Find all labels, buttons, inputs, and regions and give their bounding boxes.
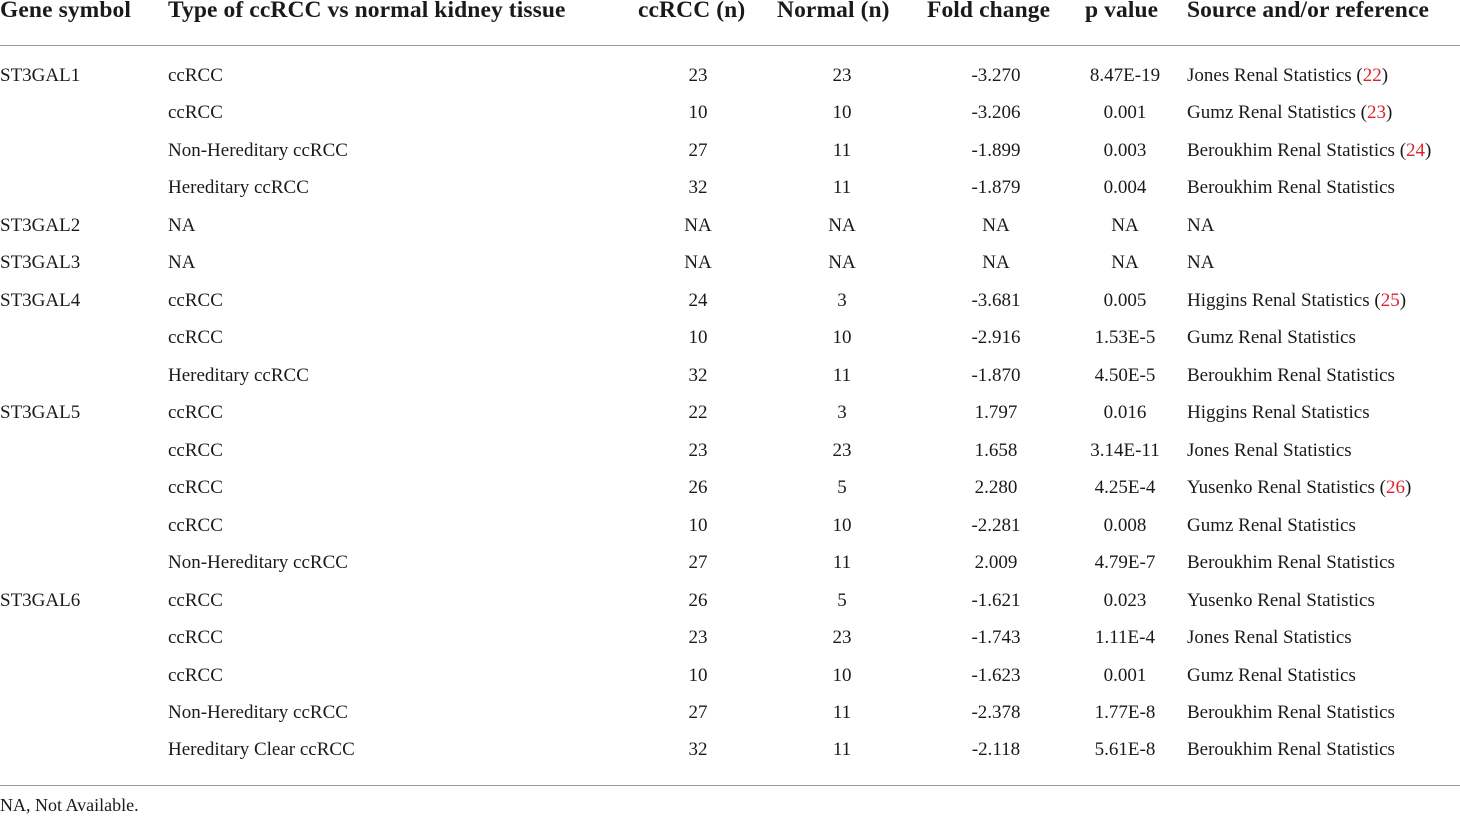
- fold-change-cell: -1.743: [971, 627, 1021, 649]
- normal-n-cell: 11: [832, 552, 852, 574]
- normal-n-cell: 5: [837, 589, 847, 611]
- source-cell: Beroukhim Renal Statistics (24): [1187, 139, 1432, 161]
- header-ccrcc-n: ccRCC (n): [638, 0, 746, 23]
- ccrcc-n-cell: 26: [688, 589, 708, 611]
- p-value-cell: 0.004: [1103, 177, 1147, 199]
- source-cell: [1187, 215, 1214, 237]
- p-value-cell: 0.003: [1103, 139, 1147, 161]
- source-text: Beroukhim Renal Statistics: [1187, 701, 1395, 723]
- fold-change-cell: -2.281: [971, 514, 1021, 536]
- p-value-cell: 5.61E-8: [1094, 739, 1156, 761]
- gene-symbol-cell: ST3GAL2: [0, 214, 81, 236]
- table-row: [0, 733, 1460, 770]
- footer-rule: [0, 785, 1460, 786]
- header-normal-n: Normal (n): [777, 0, 890, 23]
- header-rule: [0, 45, 1460, 46]
- table-row: [0, 171, 1460, 208]
- fold-change-cell: -1.879: [971, 177, 1021, 199]
- gene-symbol-cell: ST3GAL5: [0, 402, 81, 424]
- normal-n-cell: 11: [832, 177, 852, 199]
- source-text: Gumz Renal Statistics: [1187, 102, 1356, 124]
- table-row: [0, 696, 1460, 733]
- fold-change-cell: 2.280: [974, 477, 1018, 499]
- tissue-type-cell: ccRCC: [168, 589, 223, 611]
- tissue-type-cell: Non-Hereditary ccRCC: [168, 701, 348, 723]
- tissue-type-cell: ccRCC: [168, 65, 223, 86]
- source-cell: [1187, 515, 1356, 537]
- source-text: NA: [1187, 252, 1215, 274]
- tissue-type-cell: ccRCC: [168, 402, 223, 424]
- source-cell: [1187, 365, 1395, 387]
- tissue-type-cell: Non-Hereditary ccRCC: [168, 552, 348, 574]
- tissue-type-cell: Hereditary ccRCC: [168, 177, 309, 199]
- tissue-type-cell: ccRCC: [168, 439, 223, 461]
- normal-n-cell: 10: [832, 327, 852, 349]
- ccrcc-n-cell: 23: [688, 627, 708, 649]
- ccrcc-n-cell: 32: [688, 177, 708, 199]
- tissue-type-cell: ccRCC: [168, 514, 223, 536]
- ccrcc-n-cell: 27: [688, 552, 708, 574]
- table-row: [0, 96, 1460, 133]
- normal-n-cell: 10: [832, 514, 852, 536]
- header-gene-symbol: Gene symbol: [0, 0, 132, 23]
- source-cell: [1187, 327, 1356, 349]
- source-text: Beroukhim Renal Statistics: [1187, 739, 1395, 761]
- source-text: Yusenko Renal Statistics: [1187, 477, 1375, 499]
- ccrcc-n-cell: NA: [684, 252, 712, 274]
- source-cell: Gumz Renal Statistics (23): [1187, 102, 1393, 124]
- source-cell: Jones Renal Statistics (22): [1187, 65, 1389, 86]
- table-row: [0, 396, 1460, 433]
- ccrcc-n-cell: 27: [688, 139, 708, 161]
- normal-n-cell: 10: [832, 102, 852, 124]
- p-value-cell: NA: [1111, 214, 1139, 236]
- gene-symbol-cell: ST3GAL3: [0, 252, 81, 274]
- source-cell: [1187, 739, 1395, 761]
- fold-change-cell: -3.270: [971, 65, 1021, 86]
- normal-n-cell: NA: [828, 252, 856, 274]
- table-body: [0, 59, 1460, 771]
- normal-n-cell: 23: [832, 439, 852, 461]
- p-value-cell: 4.79E-7: [1094, 552, 1156, 574]
- p-value-cell: 0.001: [1103, 664, 1147, 686]
- normal-n-cell: 11: [832, 739, 852, 761]
- table-row: [0, 434, 1460, 471]
- table-row: [0, 134, 1460, 171]
- gene-symbol-cell: ST3GAL6: [0, 589, 81, 611]
- source-cell: [1187, 702, 1395, 724]
- normal-n-cell: 11: [832, 139, 852, 161]
- tissue-type-cell: ccRCC: [168, 327, 223, 349]
- source-cell: [1187, 627, 1352, 649]
- table-row: [0, 621, 1460, 658]
- tissue-type-cell: Hereditary Clear ccRCC: [168, 739, 355, 761]
- source-text: Gumz Renal Statistics: [1187, 664, 1356, 686]
- ccrcc-n-cell: 32: [688, 364, 708, 386]
- fold-change-cell: -2.916: [971, 327, 1021, 349]
- tissue-type-cell: ccRCC: [168, 477, 223, 499]
- header-p-value: p value: [1085, 0, 1159, 23]
- tissue-type-cell: Non-Hereditary ccRCC: [168, 139, 348, 161]
- table-row: [0, 359, 1460, 396]
- table-row: [0, 509, 1460, 546]
- normal-n-cell: 11: [832, 701, 852, 723]
- table-row: [0, 321, 1460, 358]
- fold-change-cell: -1.621: [971, 589, 1021, 611]
- table-row: [0, 59, 1460, 96]
- ccrcc-n-cell: 27: [688, 701, 708, 723]
- source-text: Beroukhim Renal Statistics: [1187, 552, 1395, 574]
- table-row: [0, 546, 1460, 583]
- source-text: Jones Renal Statistics: [1187, 627, 1352, 649]
- source-cell: [1187, 252, 1214, 274]
- fold-change-cell: -3.681: [971, 289, 1021, 311]
- source-cell: [1187, 177, 1395, 199]
- normal-n-cell: 3: [837, 402, 847, 424]
- fold-change-cell: 1.797: [974, 402, 1018, 424]
- normal-n-cell: 10: [832, 664, 852, 686]
- p-value-cell: 0.005: [1103, 289, 1147, 311]
- fold-change-cell: NA: [982, 252, 1010, 274]
- fold-change-cell: -3.206: [971, 102, 1021, 124]
- source-text: Beroukhim Renal Statistics: [1187, 139, 1395, 161]
- reference-link[interactable]: 23: [1366, 102, 1386, 124]
- source-text: Jones Renal Statistics: [1187, 439, 1352, 461]
- tissue-type-cell: NA: [168, 214, 196, 236]
- p-value-cell: 0.016: [1103, 402, 1147, 424]
- table-footnote: NA, Not Available.: [0, 795, 139, 815]
- reference-link[interactable]: 25: [1380, 289, 1400, 311]
- fold-change-cell: -2.378: [971, 701, 1021, 723]
- ccrcc-n-cell: 10: [688, 327, 708, 349]
- table-header: [0, 0, 1460, 26]
- normal-n-cell: 23: [832, 65, 852, 86]
- source-cell: [1187, 402, 1370, 424]
- source-cell: [1187, 590, 1375, 612]
- ccrcc-n-cell: 23: [688, 439, 708, 461]
- normal-n-cell: 11: [832, 364, 852, 386]
- source-cell: Yusenko Renal Statistics (26): [1187, 477, 1412, 499]
- ccrcc-n-cell: 24: [688, 289, 708, 311]
- ccrcc-n-cell: 23: [688, 65, 708, 86]
- source-cell: Higgins Renal Statistics (25): [1187, 289, 1407, 311]
- normal-n-cell: 3: [837, 289, 847, 311]
- table-row: [0, 284, 1460, 321]
- source-cell: [1187, 440, 1352, 462]
- p-value-cell: NA: [1111, 252, 1139, 274]
- ccrcc-n-cell: 10: [688, 102, 708, 124]
- fold-change-cell: 1.658: [974, 439, 1018, 461]
- fold-change-cell: NA: [982, 214, 1010, 236]
- fold-change-cell: 2.009: [974, 552, 1018, 574]
- p-value-cell: 0.001: [1103, 102, 1147, 124]
- table-row: [0, 659, 1460, 696]
- source-text: Gumz Renal Statistics: [1187, 514, 1356, 536]
- table-row: [0, 246, 1460, 283]
- fold-change-cell: -1.870: [971, 364, 1021, 386]
- table-row: [0, 584, 1460, 621]
- ccrcc-n-cell: NA: [684, 214, 712, 236]
- reference-link[interactable]: 26: [1385, 477, 1405, 499]
- p-value-cell: 1.77E-8: [1094, 701, 1156, 723]
- tissue-type-cell: Hereditary ccRCC: [168, 364, 309, 386]
- source-text: Yusenko Renal Statistics: [1187, 589, 1375, 611]
- source-text: Beroukhim Renal Statistics: [1187, 364, 1395, 386]
- tissue-type-cell: ccRCC: [168, 627, 223, 649]
- ccrcc-n-cell: 32: [688, 739, 708, 761]
- normal-n-cell: NA: [828, 214, 856, 236]
- p-value-cell: 4.25E-4: [1094, 477, 1156, 499]
- ccrcc-n-cell: 22: [688, 402, 708, 424]
- source-text: Higgins Renal Statistics: [1187, 402, 1370, 424]
- tissue-type-cell: ccRCC: [168, 102, 223, 124]
- source-text: Beroukhim Renal Statistics: [1187, 177, 1395, 199]
- fold-change-cell: -1.623: [971, 664, 1021, 686]
- fold-change-cell: -1.899: [971, 139, 1021, 161]
- p-value-cell: 1.11E-4: [1095, 627, 1155, 649]
- ccrcc-n-cell: 10: [688, 514, 708, 536]
- table-row: [0, 471, 1460, 508]
- source-text: NA: [1187, 214, 1215, 236]
- p-value-cell: 0.023: [1103, 589, 1147, 611]
- source-text: Higgins Renal Statistics: [1187, 289, 1370, 311]
- p-value-cell: 3.14E-11: [1090, 439, 1160, 461]
- normal-n-cell: 5: [837, 477, 847, 499]
- p-value-cell: 0.008: [1103, 514, 1147, 536]
- gene-symbol-cell: ST3GAL1: [0, 65, 81, 86]
- source-cell: [1187, 665, 1356, 687]
- header-tissue-type: Type of ccRCC vs normal kidney tissue: [168, 0, 566, 23]
- table-row: [0, 209, 1460, 246]
- p-value-cell: 4.50E-5: [1094, 364, 1156, 386]
- ccrcc-n-cell: 10: [688, 664, 708, 686]
- source-text: Gumz Renal Statistics: [1187, 327, 1356, 349]
- source-text: Jones Renal Statistics: [1187, 65, 1352, 86]
- ccrcc-n-cell: 26: [688, 477, 708, 499]
- normal-n-cell: 23: [832, 627, 852, 649]
- source-cell: [1187, 552, 1395, 574]
- gene-symbol-cell: ST3GAL4: [0, 289, 81, 311]
- p-value-cell: 1.53E-5: [1094, 327, 1156, 349]
- p-value-cell: 8.47E-19: [1089, 65, 1161, 86]
- header-fold-change: Fold change: [927, 0, 1051, 23]
- tissue-type-cell: ccRCC: [168, 664, 223, 686]
- header-source: Source and/or reference: [1187, 0, 1430, 23]
- tissue-type-cell: NA: [168, 252, 196, 274]
- fold-change-cell: -2.118: [971, 739, 1021, 761]
- reference-link[interactable]: 22: [1362, 65, 1382, 86]
- tissue-type-cell: ccRCC: [168, 289, 223, 311]
- reference-link[interactable]: 24: [1406, 139, 1426, 161]
